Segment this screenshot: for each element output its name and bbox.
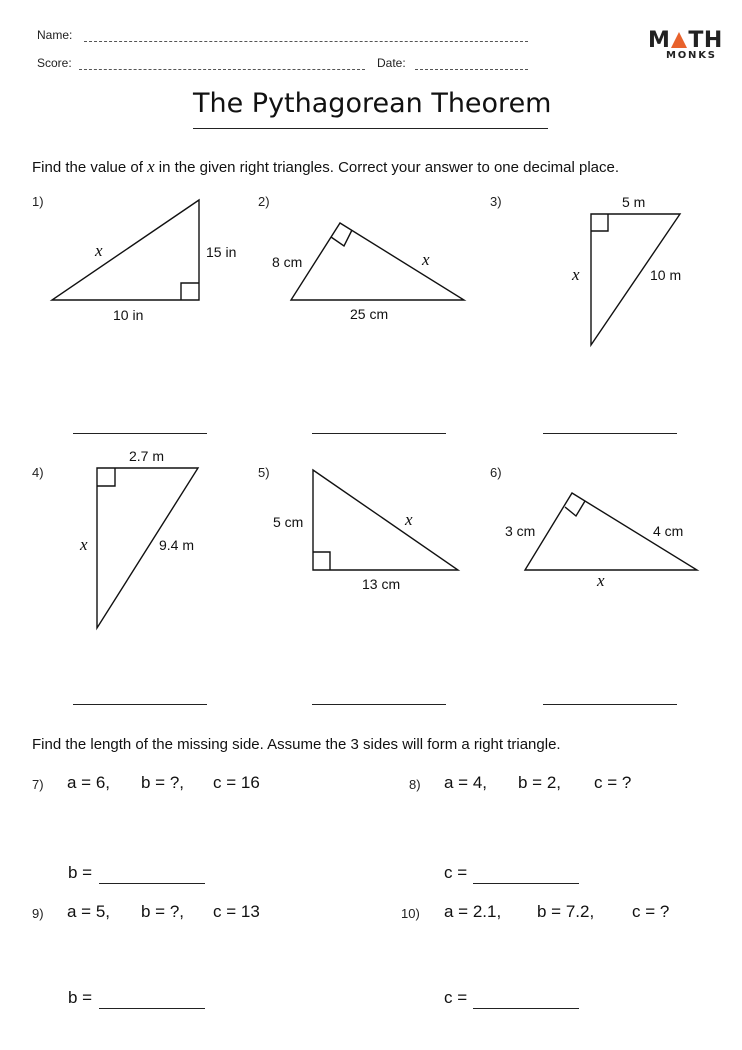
answer-line-7[interactable]: [99, 883, 205, 884]
problem-9-a: a = 5,: [67, 902, 111, 921]
problem-number: 2): [258, 194, 270, 209]
triangle-1: [52, 200, 199, 300]
label-2-left: 8 cm: [272, 254, 303, 270]
instruction-text-before: Find the value of: [32, 159, 143, 176]
instruction-variable: x: [147, 157, 155, 176]
label-4-left: x: [80, 535, 88, 554]
label-6-right: 4 cm: [653, 523, 684, 539]
answer-line-1[interactable]: [73, 433, 207, 434]
problem-7-a: a = 6,: [67, 773, 111, 792]
triangle-2: [291, 223, 464, 300]
label-4-top: 2.7 m: [129, 448, 165, 464]
problem-10-c: c = ?: [632, 902, 670, 921]
triangle-5: [313, 470, 458, 570]
problem-number: 10): [401, 906, 420, 921]
label-5-hyp: x: [405, 510, 413, 529]
answer-line-10[interactable]: [473, 1008, 579, 1009]
problem-number: 4): [32, 465, 44, 480]
problem-9-c: c = 13: [213, 902, 260, 921]
answer-label-8: c =: [444, 863, 468, 882]
answer-line-6[interactable]: [543, 704, 677, 705]
problem-number: 8): [409, 777, 421, 792]
problem-number: 3): [490, 194, 502, 209]
label-3-hyp: 10 m: [650, 267, 682, 283]
right-angle-mark-3: [591, 214, 608, 231]
label-1-vertical: 15 in: [206, 244, 237, 260]
page-title: The Pythagorean Theorem: [193, 88, 552, 119]
answer-line-5[interactable]: [312, 704, 446, 705]
label-2-right: x: [422, 250, 430, 269]
right-angle-mark-4: [97, 468, 115, 486]
answer-line-4[interactable]: [73, 704, 207, 705]
section2-instruction: Find the length of the missing side. Assume the 3 sides will form a right triangle.: [32, 736, 561, 753]
logo-text-left: M: [648, 28, 671, 53]
label-1-base: 10 in: [113, 307, 144, 323]
problem-number: 6): [490, 465, 502, 480]
right-angle-mark-1: [181, 283, 199, 300]
answer-label-7: b =: [68, 863, 93, 882]
answer-line-3[interactable]: [543, 433, 677, 434]
problem-8-c: c = ?: [594, 773, 632, 792]
answer-line-9[interactable]: [99, 1008, 205, 1009]
problem-9-b: b = ?,: [141, 902, 185, 921]
date-label: Date:: [377, 56, 406, 70]
instruction-text-after: in the given right triangles. Correct your answer to one decimal place.: [158, 159, 620, 176]
problem-8-a: a = 4,: [444, 773, 488, 792]
label-5-left: 5 cm: [273, 514, 304, 530]
problem-8-b: b = 2,: [518, 773, 562, 792]
problem-number: 1): [32, 194, 44, 209]
problem-number: 5): [258, 465, 270, 480]
score-label: Score:: [37, 56, 72, 70]
answer-label-9: b =: [68, 988, 93, 1007]
problem-10-b: b = 7.2,: [537, 902, 595, 921]
problem-7-c: c = 16: [213, 773, 260, 792]
right-angle-mark-5: [313, 552, 330, 570]
name-label: Name:: [37, 28, 73, 42]
logo-subtext: MONKS: [666, 50, 717, 61]
answer-line-8[interactable]: [473, 883, 579, 884]
right-angle-mark-6: [565, 501, 585, 516]
label-6-base: x: [597, 571, 605, 590]
label-2-base: 25 cm: [350, 306, 389, 322]
label-6-left: 3 cm: [505, 523, 536, 539]
label-3-left: x: [572, 265, 580, 284]
problem-7-b: b = ?,: [141, 773, 185, 792]
label-1-hyp: x: [95, 241, 103, 260]
answer-label-10: c =: [444, 988, 468, 1007]
problem-10-a: a = 2.1,: [444, 902, 502, 921]
label-3-top: 5 m: [622, 194, 646, 210]
label-5-base: 13 cm: [362, 576, 401, 592]
problem-number: 7): [32, 777, 44, 792]
answer-line-2[interactable]: [312, 433, 446, 434]
logo-text-right: TH: [688, 28, 723, 53]
problem-number: 9): [32, 906, 44, 921]
label-4-hyp: 9.4 m: [159, 537, 195, 553]
